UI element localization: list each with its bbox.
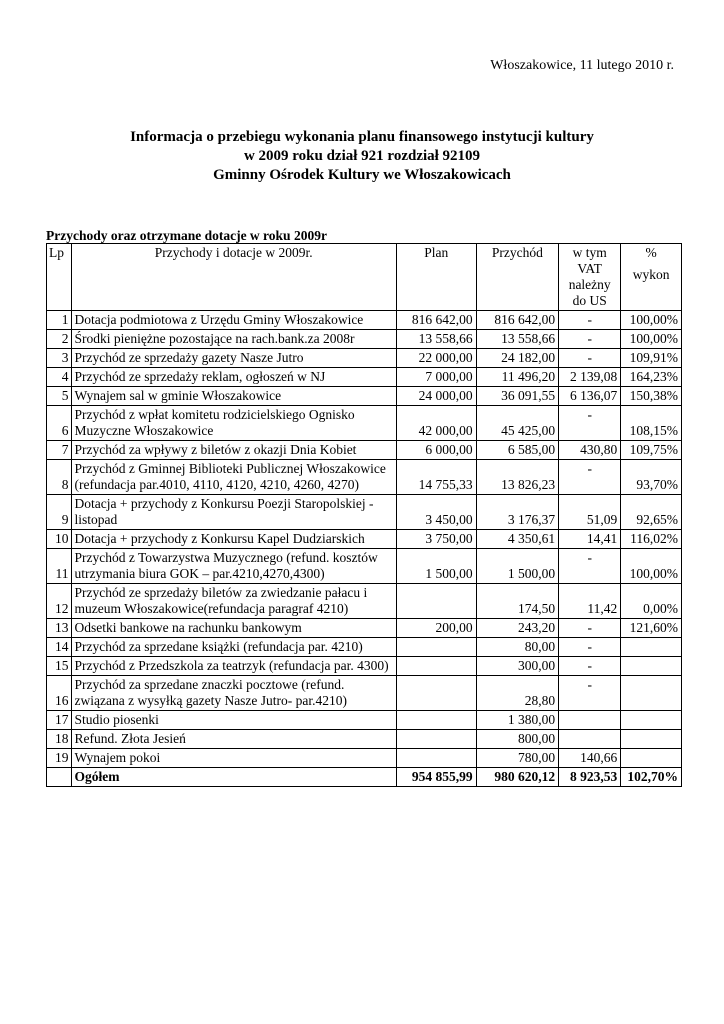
row-lp: 14: [47, 638, 72, 657]
row-vat: 11,42: [559, 584, 621, 619]
row-plan: 1 500,00: [396, 549, 476, 584]
row-lp: 5: [47, 387, 72, 406]
header-desc: Przychody i dotacje w 2009r.: [71, 244, 396, 311]
row-plan: 22 000,00: [396, 349, 476, 368]
table-row: [47, 460, 682, 495]
title-line-2: w 2009 roku dział 921 rozdział 92109: [243, 148, 481, 164]
table-row: [47, 711, 682, 730]
table-row: [47, 330, 682, 349]
row-vat: 6 136,07: [559, 387, 621, 406]
row-plan: [396, 730, 476, 749]
row-pct: 109,75%: [621, 441, 682, 460]
row-desc: Przychód za wpływy z biletów z okazji Dnia Kobiet: [71, 441, 396, 460]
total-plan: 954 855,99: [396, 768, 476, 787]
row-desc: Dotacja + przychody z Konkursu Kapel Dudziarskich: [71, 530, 396, 549]
row-lp: 11: [47, 549, 72, 584]
row-przychod: 13 826,23: [476, 460, 558, 495]
table-row: [47, 619, 682, 638]
row-lp: 13: [47, 619, 72, 638]
row-pct: [621, 638, 682, 657]
total-row: [47, 768, 682, 787]
header-pct-line2: wykon: [632, 267, 670, 282]
row-vat: -: [559, 460, 621, 495]
row-lp: 3: [47, 349, 72, 368]
row-vat: 2 139,08: [559, 368, 621, 387]
row-pct: 92,65%: [621, 495, 682, 530]
row-plan: 13 558,66: [396, 330, 476, 349]
table-header-row: [47, 244, 682, 311]
table-row: [47, 349, 682, 368]
row-przychod: 45 425,00: [476, 406, 558, 441]
header-pct-line1: %: [645, 245, 657, 260]
table-row: [47, 657, 682, 676]
row-lp: 17: [47, 711, 72, 730]
document-title: [0, 128, 724, 185]
row-lp: 12: [47, 584, 72, 619]
row-plan: 816 642,00: [396, 311, 476, 330]
row-pct: 108,15%: [621, 406, 682, 441]
row-plan: 42 000,00: [396, 406, 476, 441]
header-vat-line2: VAT: [577, 261, 602, 276]
row-plan: 6 000,00: [396, 441, 476, 460]
row-vat: 14,41: [559, 530, 621, 549]
row-pct: 109,91%: [621, 349, 682, 368]
row-przychod: 11 496,20: [476, 368, 558, 387]
row-vat: 140,66: [559, 749, 621, 768]
row-pct: 100,00%: [621, 330, 682, 349]
row-plan: 3 750,00: [396, 530, 476, 549]
header-vat-line4: do US: [572, 293, 607, 308]
title-line-3: Gminny Ośrodek Kultury we Włoszakowicach: [213, 167, 511, 183]
total-label: Ogółem: [71, 768, 396, 787]
row-plan: 3 450,00: [396, 495, 476, 530]
row-pct: 150,38%: [621, 387, 682, 406]
row-przychod: 816 642,00: [476, 311, 558, 330]
row-pct: [621, 730, 682, 749]
table-row: [47, 441, 682, 460]
row-lp: 15: [47, 657, 72, 676]
row-pct: 116,02%: [621, 530, 682, 549]
header-vat-line3: należny: [568, 277, 611, 292]
row-vat: 430,80: [559, 441, 621, 460]
row-desc: Przychód za sprzedane książki (refundacja par. 4210): [71, 638, 396, 657]
table-row: [47, 387, 682, 406]
row-plan: 24 000,00: [396, 387, 476, 406]
row-plan: 14 755,33: [396, 460, 476, 495]
row-desc: Przychód z wpłat komitetu rodzicielskiego Ognisko Muzyczne Włoszakowice: [71, 406, 396, 441]
row-vat: -: [559, 330, 621, 349]
row-desc: Dotacja + przychody z Konkursu Poezji Staropolskiej - listopad: [71, 495, 396, 530]
header-plan: Plan: [396, 244, 476, 311]
row-desc: Studio piosenki: [71, 711, 396, 730]
table-row: [47, 638, 682, 657]
row-plan: [396, 584, 476, 619]
row-lp: 8: [47, 460, 72, 495]
title-line-1: Informacja o przebiegu wykonania planu finansowego instytucji kultury: [130, 129, 594, 145]
row-plan: 200,00: [396, 619, 476, 638]
row-pct: 100,00%: [621, 311, 682, 330]
table-row: [47, 495, 682, 530]
total-pct: 102,70%: [621, 768, 682, 787]
row-vat: -: [559, 676, 621, 711]
row-przychod: 80,00: [476, 638, 558, 657]
row-desc: Przychód ze sprzedaży reklam, ogłoszeń w NJ: [71, 368, 396, 387]
row-plan: [396, 657, 476, 676]
row-vat: -: [559, 406, 621, 441]
row-przychod: 1 380,00: [476, 711, 558, 730]
table-row: [47, 311, 682, 330]
table-row: [47, 530, 682, 549]
row-desc: Przychód ze sprzedaży gazety Nasze Jutro: [71, 349, 396, 368]
row-plan: 7 000,00: [396, 368, 476, 387]
row-pct: 164,23%: [621, 368, 682, 387]
row-pct: 93,70%: [621, 460, 682, 495]
row-desc: Przychód ze sprzedaży biletów za zwiedzanie pałacu i muzeum Włoszakowice(refundacja paragraf 4210): [71, 584, 396, 619]
revenue-table: [46, 243, 682, 787]
row-vat: -: [559, 349, 621, 368]
row-desc: Przychód za sprzedane znaczki pocztowe (refund. związana z wysyłką gazety Nasze Jutro- par.4210): [71, 676, 396, 711]
row-przychod: 4 350,61: [476, 530, 558, 549]
row-lp: 10: [47, 530, 72, 549]
document-date: Włoszakowice, 11 lutego 2010 r.: [490, 58, 674, 73]
row-przychod: 174,50: [476, 584, 558, 619]
row-vat: -: [559, 311, 621, 330]
row-desc: Przychód z Przedszkola za teatrzyk (refundacja par. 4300): [71, 657, 396, 676]
row-przychod: 800,00: [476, 730, 558, 749]
row-pct: 0,00%: [621, 584, 682, 619]
row-lp: 9: [47, 495, 72, 530]
row-vat: [559, 730, 621, 749]
section-title: Przychody oraz otrzymane dotacje w roku 2009r: [46, 228, 327, 243]
header-vat: [559, 244, 621, 311]
row-desc: Środki pieniężne pozostające na rach.bank.za 2008r: [71, 330, 396, 349]
row-pct: 121,60%: [621, 619, 682, 638]
row-vat: -: [559, 549, 621, 584]
row-przychod: 13 558,66: [476, 330, 558, 349]
total-vat: 8 923,53: [559, 768, 621, 787]
header-vat-line1: w tym: [572, 245, 607, 260]
row-desc: Przychód z Towarzystwa Muzycznego (refund. kosztów utrzymania biura GOK – par.4210,4270,4300): [71, 549, 396, 584]
row-lp: 4: [47, 368, 72, 387]
row-lp: 2: [47, 330, 72, 349]
row-desc: Refund. Złota Jesień: [71, 730, 396, 749]
row-plan: [396, 749, 476, 768]
total-lp: [47, 768, 72, 787]
row-vat: -: [559, 657, 621, 676]
row-desc: Przychód z Gminnej Biblioteki Publicznej Włoszakowice (refundacja par.4010, 4110, 4120, 4210, 4260, 4270): [71, 460, 396, 495]
row-pct: [621, 657, 682, 676]
table-row: [47, 749, 682, 768]
table-row: [47, 676, 682, 711]
row-przychod: 24 182,00: [476, 349, 558, 368]
row-vat: [559, 711, 621, 730]
row-przychod: 243,20: [476, 619, 558, 638]
row-przychod: 3 176,37: [476, 495, 558, 530]
row-vat: -: [559, 638, 621, 657]
row-lp: 18: [47, 730, 72, 749]
row-vat: -: [559, 619, 621, 638]
row-pct: [621, 711, 682, 730]
row-plan: [396, 638, 476, 657]
row-vat: 51,09: [559, 495, 621, 530]
row-lp: 7: [47, 441, 72, 460]
table-row: [47, 584, 682, 619]
table-row: [47, 406, 682, 441]
row-przychod: 6 585,00: [476, 441, 558, 460]
row-desc: Wynajem pokoi: [71, 749, 396, 768]
row-plan: [396, 676, 476, 711]
row-pct: [621, 676, 682, 711]
total-przychod: 980 620,12: [476, 768, 558, 787]
row-przychod: 780,00: [476, 749, 558, 768]
row-desc: Wynajem sal w gminie Włoszakowice: [71, 387, 396, 406]
header-przychod: Przychód: [476, 244, 558, 311]
row-przychod: 28,80: [476, 676, 558, 711]
table-row: [47, 730, 682, 749]
row-przychod: 300,00: [476, 657, 558, 676]
table-row: [47, 368, 682, 387]
table-row: [47, 549, 682, 584]
row-lp: 19: [47, 749, 72, 768]
row-lp: 16: [47, 676, 72, 711]
header-lp: Lp: [47, 244, 72, 311]
row-pct: [621, 749, 682, 768]
row-przychod: 36 091,55: [476, 387, 558, 406]
row-lp: 1: [47, 311, 72, 330]
header-pct: [621, 244, 682, 311]
row-pct: 100,00%: [621, 549, 682, 584]
row-desc: Odsetki bankowe na rachunku bankowym: [71, 619, 396, 638]
row-plan: [396, 711, 476, 730]
row-lp: 6: [47, 406, 72, 441]
row-przychod: 1 500,00: [476, 549, 558, 584]
row-desc: Dotacja podmiotowa z Urzędu Gminy Włoszakowice: [71, 311, 396, 330]
